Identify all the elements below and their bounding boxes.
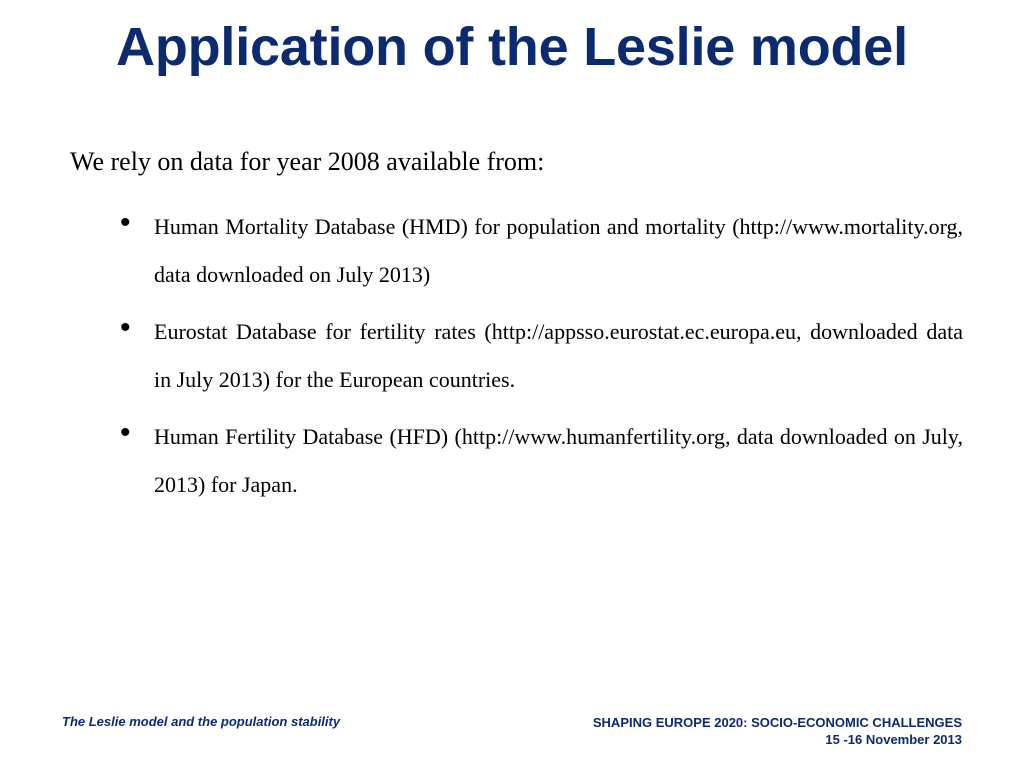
footer-conference-info [593,714,962,748]
bullet-icon: • [120,311,131,344]
bullet-icon: • [120,416,131,449]
bullet-text: Eurostat Database for fertility rates (http://appsso.eurostat.ec.europa.eu, downloaded data in July 2013) for the European countries. [154,319,963,392]
bullet-item-eurostat [120,308,963,404]
bullet-text: Human Mortality Database (HMD) for population and mortality (http://www.mortality.org, data downloaded on July 2013) [154,214,963,287]
footer-conference-date: 15 -16 November 2013 [825,732,962,747]
bullet-item-hmd [120,203,963,299]
bullet-list [120,203,963,518]
bullet-text: Human Fertility Database (HFD) (http://www.humanfertility.org, data downloaded on July, 2013) for Japan. [154,424,963,497]
bullet-item-hfd [120,413,963,509]
footer-presentation-title: The Leslie model and the population stability [62,714,341,729]
bullet-icon: • [120,206,131,239]
intro-text: We rely on data for year 2008 available from: [70,147,545,176]
slide-title: Application of the Leslie model [116,17,908,77]
footer-conference-name: SHAPING EUROPE 2020: SOCIO-ECONOMIC CHALLENGES [592,715,962,730]
